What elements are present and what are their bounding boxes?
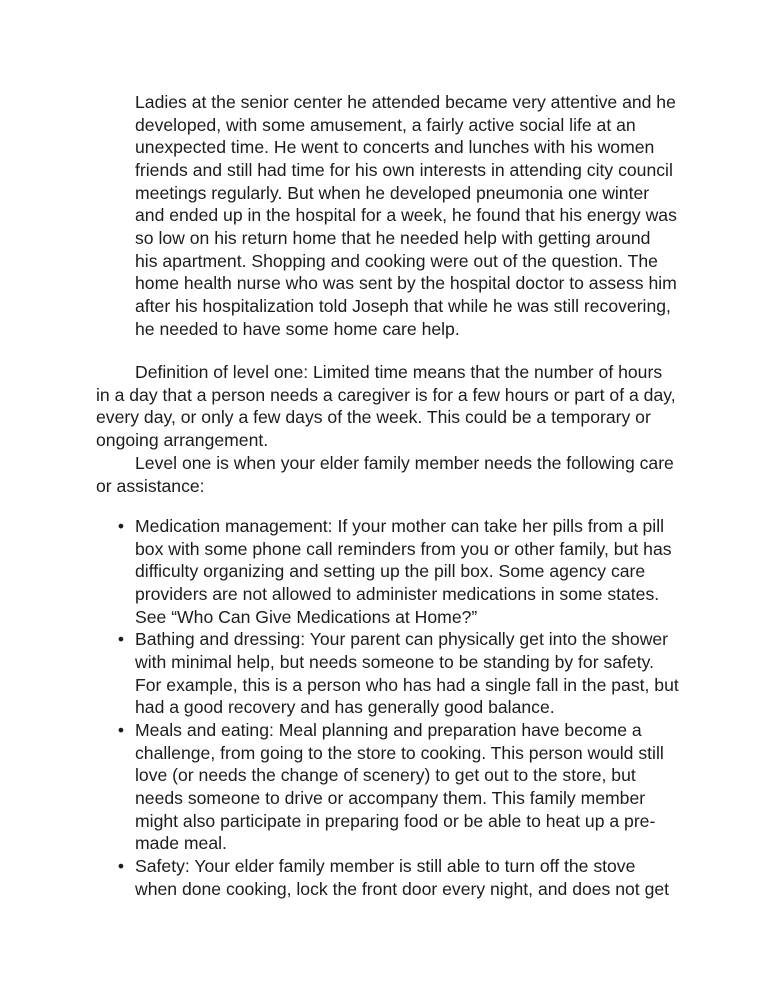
list-item-medication [117, 515, 680, 628]
list-item-safety [117, 855, 680, 900]
text-line: home health nurse who was sent by the hospital doctor to assess him [135, 273, 677, 294]
text-line: Ladies at the senior center he attended became very attentive and he [135, 92, 676, 112]
text-line: made meal. [135, 833, 227, 854]
definition-paragraph: Definition of level one: Limited time means that the number of hours in a day that a person needs a caregiver is for a few hours or part of a day, every day, or only a few days of the week. This could be a temporary or ongoing arrangement. [96, 362, 676, 450]
text-line: he needed to have some home care help. [135, 318, 460, 339]
text-line: providers are not allowed to administer medications in some states. [135, 583, 660, 604]
bullet-icon: • [117, 516, 125, 536]
text-line: so low on his return home that he needed help with getting around [135, 227, 651, 248]
text-line: had a good recovery and has generally good balance. [135, 697, 555, 718]
text-line: with minimal help, but needs someone to be standing by for safety. [135, 651, 654, 672]
text-line: Medication management: If your mother can take her pills from a pill [135, 516, 665, 536]
level-intro-paragraph: Level one is when your elder family member needs the following care or assistance: [96, 453, 674, 496]
text-line: might also participate in preparing food or be able to heat up a pre- [135, 810, 656, 831]
text-line: needs someone to drive or accompany them. This family member [135, 787, 646, 808]
text-line: Safety: Your elder family member is still able to turn off the stove [135, 855, 636, 876]
text-line: See “Who Can Give Medications at Home?” [135, 606, 478, 627]
opening-paragraph [135, 91, 680, 340]
text-line: difficulty organizing and setting up the pill box. Some agency care [135, 561, 646, 582]
list-item-bathing [117, 628, 680, 719]
text-line: his apartment. Shopping and cooking were out of the question. The [135, 250, 658, 271]
text-line: Bathing and dressing: Your parent can physically get into the shower [135, 629, 669, 650]
text-line: challenge, from going to the store to cooking. This person would still [135, 742, 664, 763]
text-line: Meals and eating: Meal planning and preparation have become a [135, 719, 642, 740]
bullet-icon: • [117, 855, 125, 876]
text-line: unexpected time. He went to concerts and lunches with his women [135, 137, 655, 158]
text-line: box with some phone call reminders from you or other family, but has [135, 538, 672, 559]
text-line: when done cooking, lock the front door every night, and does not get [135, 878, 670, 899]
bullet-icon: • [117, 629, 125, 650]
text-line: meetings regularly. But when he developed pneumonia one winter [135, 182, 650, 203]
text-line: developed, with some amusement, a fairly active social life at an [135, 114, 636, 135]
text-line: friends and still had time for his own interests in attending city council [135, 159, 673, 180]
bullet-icon: • [117, 719, 125, 740]
care-needs-list [117, 515, 680, 900]
text-line: and ended up in the hospital for a week, he found that his energy was [135, 205, 677, 226]
text-line: after his hospitalization told Joseph that while he was still recovering, [135, 295, 671, 316]
list-item-meals [117, 719, 680, 855]
text-line: love (or needs the change of scenery) to get out to the store, but [135, 765, 636, 786]
text-line: For example, this is a person who has had a single fall in the past, but [135, 674, 679, 695]
